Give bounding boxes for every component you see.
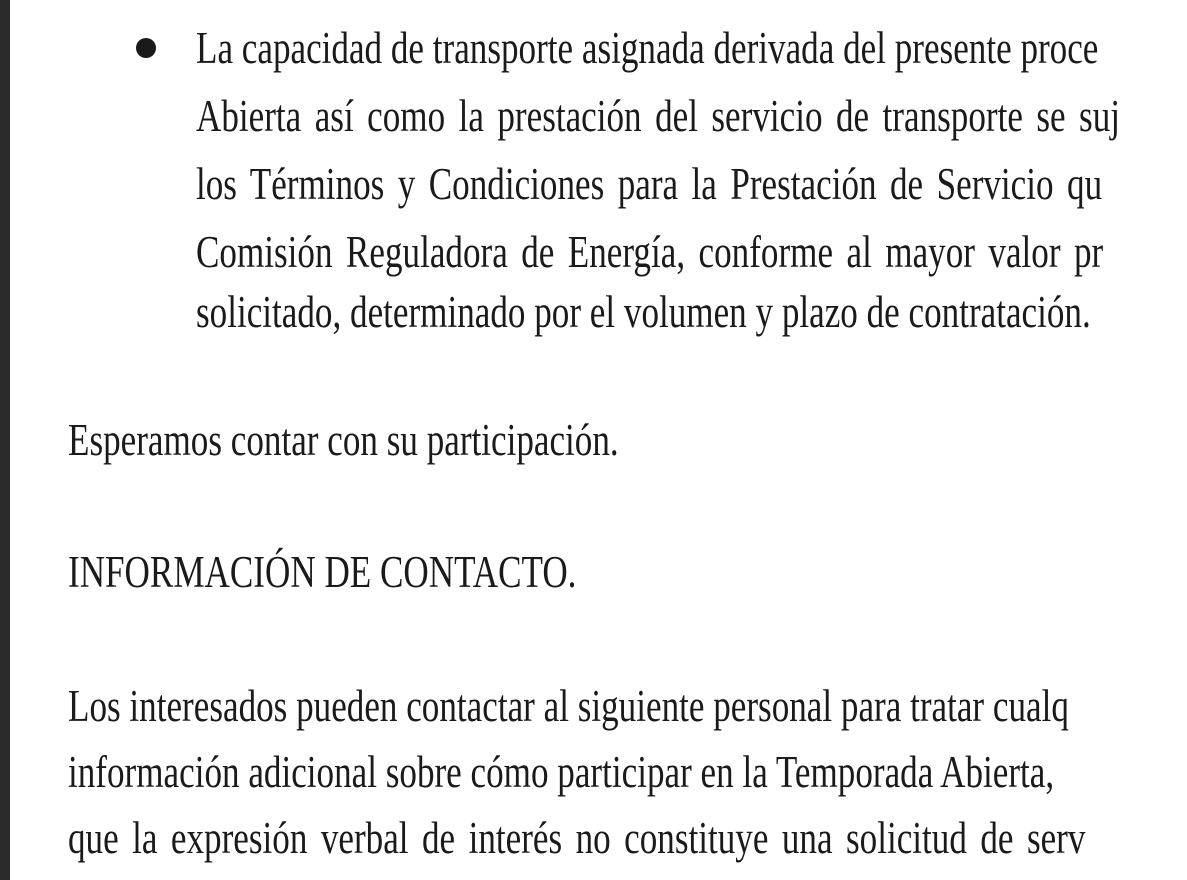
contact-heading: INFORMACIÓN DE CONTACTO. bbox=[68, 547, 577, 597]
contact-line-1: Los interesados pueden contactar al siguiente personal para tratar cualq bbox=[68, 681, 1069, 731]
bullet-icon bbox=[136, 38, 156, 58]
bullet-line-5: solicitado, determinado por el volumen y plazo de contratación. bbox=[196, 287, 1091, 337]
closing-sentence: Esperamos contar con su participación. bbox=[68, 415, 619, 465]
bullet-line-4: Comisión Reguladora de Energía, conforme al mayor valor pr bbox=[196, 227, 1104, 277]
contact-line-2: información adicional sobre cómo participar en la Temporada Abierta, bbox=[68, 747, 1055, 797]
bullet-line-3: los Términos y Condiciones para la Prestación de Servicio qu bbox=[196, 159, 1103, 209]
bullet-line-1: La capacidad de transporte asignada derivada del presente proce bbox=[196, 23, 1099, 73]
contact-line-3: que la expresión verbal de interés no constituye una solicitud de serv bbox=[68, 813, 1086, 863]
left-border-rule bbox=[0, 0, 10, 880]
bullet-line-2: Abierta así como la prestación del servicio de transporte se suj bbox=[196, 91, 1121, 141]
